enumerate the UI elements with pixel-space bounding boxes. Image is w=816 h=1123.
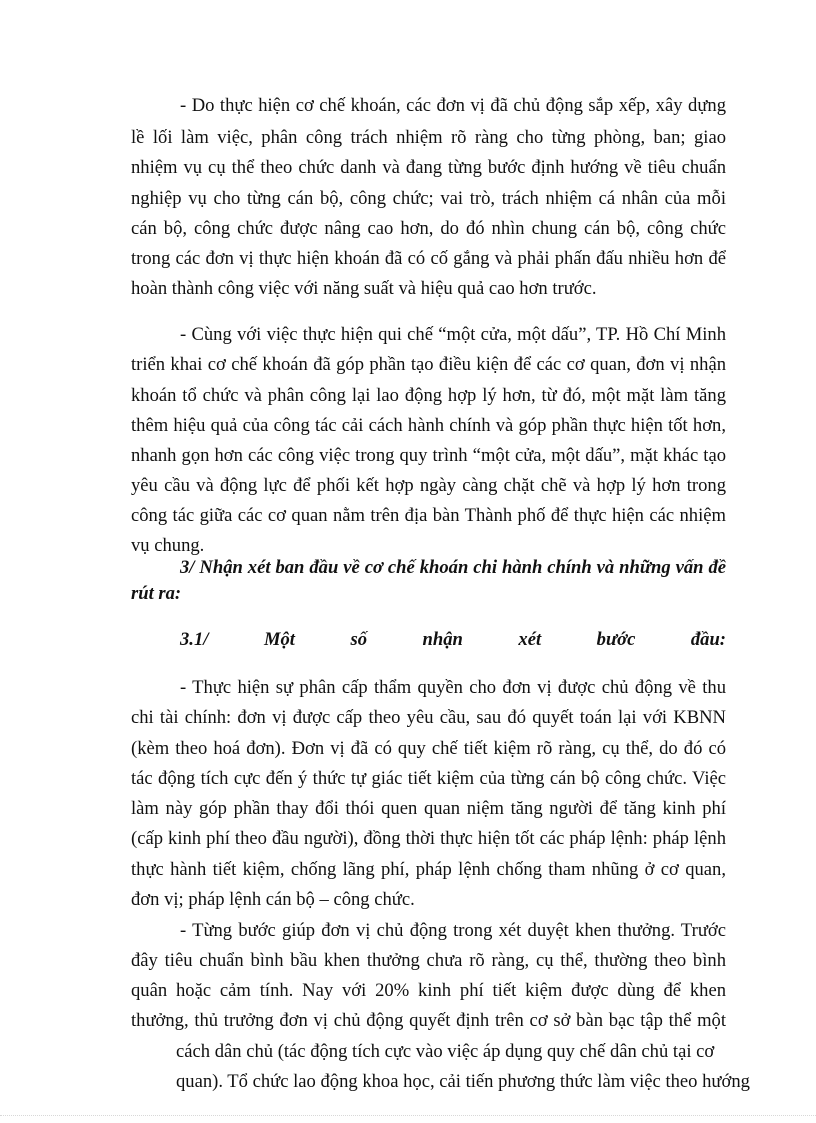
text-line: tác động tích cực đến ý thức tự giác tiết kiệm của từng cán bộ công chức. Việc xyxy=(131,768,726,789)
text-line: yêu cầu và động lực để phối kết hợp ngày càng chặt chẽ và hợp lý hơn trong xyxy=(131,475,726,496)
text-line: thưởng, thủ trưởng đơn vị chủ động quyết định trên cơ sở bàn bạc tập thể một xyxy=(131,1010,726,1031)
text-line: đơn vị; pháp lệnh cán bộ – công chức. xyxy=(131,889,415,910)
text-line: lề lối làm việc, phân công trách nhiệm rõ ràng cho từng phòng, ban; giao xyxy=(131,127,726,148)
text-line: triển khai cơ chế khoán đã góp phần tạo điều kiện để các cơ quan, đơn vị nhận xyxy=(131,354,726,375)
text-line: trong các đơn vị thực hiện khoán đã có cố gắng và phải phấn đấu nhiều hơn để xyxy=(131,248,726,269)
text-line: làm này góp phần thay đổi thói quen quan niệm tăng người để tăng kinh phí xyxy=(131,798,726,819)
text-line: (cấp kinh phí theo đầu người), đồng thời thực hiện tốt các pháp lệnh: pháp lệnh xyxy=(131,828,726,849)
heading-line: rút ra: xyxy=(131,583,182,604)
text-line: - Cùng với việc thực hiện qui chế “một cửa, một dấu”, TP. Hồ Chí Minh xyxy=(180,324,726,345)
text-line: - Từng bước giúp đơn vị chủ động trong xét duyệt khen thưởng. Trước xyxy=(180,920,726,941)
text-line: thực hành tiết kiệm, chống lãng phí, pháp lệnh chống tham nhũng ở cơ quan, xyxy=(131,859,726,880)
text-line: hoàn thành công việc với năng suất và hiệu quả cao hơn trước. xyxy=(131,278,597,299)
subsection-heading: 3.1/ Một số nhận xét bước đầu: xyxy=(180,629,726,650)
text-line: quan). Tổ chức lao động khoa học, cải tiến phương thức làm việc theo hướng xyxy=(176,1071,750,1092)
heading-line: 3/ Nhận xét ban đầu về cơ chế khoán chi hành chính và những vấn đề xyxy=(180,557,726,578)
text-line: công tác giữa các cơ quan nằm trên địa bàn Thành phố để thực hiện các nhiệm xyxy=(131,505,726,526)
page-edge xyxy=(0,1115,816,1116)
text-line: (kèm theo hoá đơn). Đơn vị đã có quy chế tiết kiệm rõ ràng, cụ thể, do đó có xyxy=(131,738,726,759)
text-line: nghiệp vụ cho từng cán bộ, công chức; vai trò, trách nhiệm cá nhân của mỗi xyxy=(131,188,726,209)
text-line: thêm hiệu quả của công tác cải cách hành chính và góp phần thực hiện tốt hơn, xyxy=(131,415,726,436)
text-line: - Do thực hiện cơ chế khoán, các đơn vị đã chủ động sắp xếp, xây dựng xyxy=(180,95,726,116)
text-line: chi tài chính: đơn vị được cấp theo yêu cầu, sau đó quyết toán lại với KBNN xyxy=(131,707,726,728)
text-line: cán bộ, công chức được nâng cao hơn, do đó nhìn chung cán bộ, công chức xyxy=(131,218,726,239)
text-line: khoán tổ chức và phân công lại lao động hợp lý hơn, từ đó, một mặt làm tăng xyxy=(131,385,726,406)
text-line: quân hoặc cảm tính. Nay với 20% kinh phí tiết kiệm được dùng để khen xyxy=(131,980,726,1001)
text-line: vụ chung. xyxy=(131,535,205,556)
text-line: - Thực hiện sự phân cấp thẩm quyền cho đơn vị được chủ động về thu xyxy=(180,677,726,698)
text-line: cách dân chủ (tác động tích cực vào việc áp dụng quy chế dân chủ tại cơ xyxy=(176,1041,715,1062)
text-line: đây tiêu chuẩn bình bầu khen thưởng chưa rõ ràng, cụ thể, thường theo bình xyxy=(131,950,726,971)
text-line: nhanh gọn hơn các công việc trong quy trình “một cửa, một dấu”, mặt khác tạo xyxy=(131,445,726,466)
text-line: nhiệm vụ cụ thể theo chức danh và đang từng bước định hướng về tiêu chuẩn xyxy=(131,157,726,178)
